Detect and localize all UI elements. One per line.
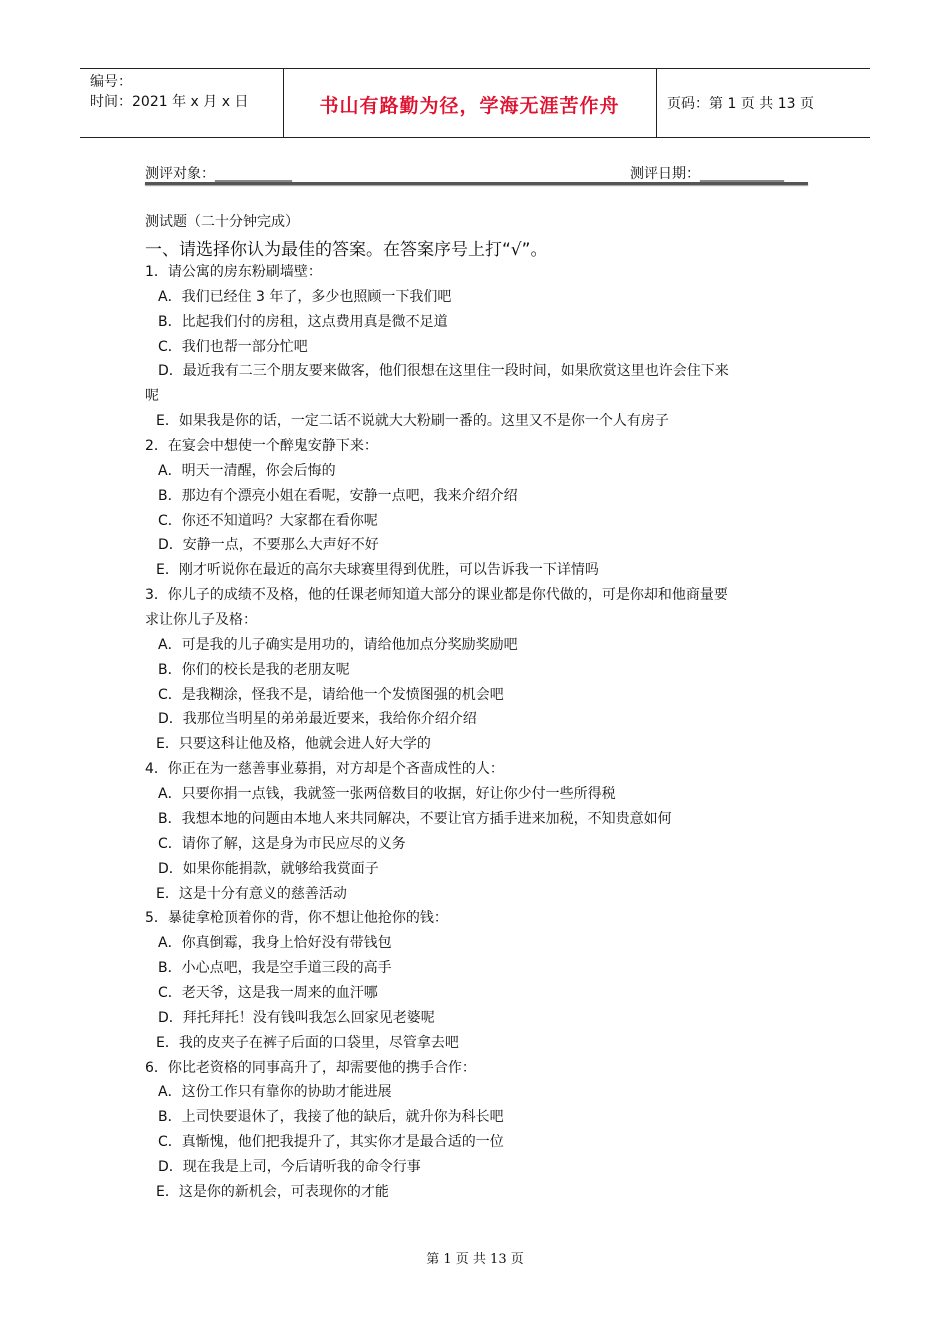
test-date-field: 测评日期：____________ [630,166,784,182]
answer-option: E．这是十分有意义的慈善活动 [156,886,347,902]
answer-option: A．只要你捐一点钱，我就签一张两倍数目的收据，好让你少付一些所得税 [158,786,616,802]
header-divider [145,182,808,185]
section-title: 一、请选择你认为最佳的答案。在答案序号上打“√”。 [145,240,548,260]
answer-option: E．这是你的新机会，可表现你的才能 [156,1184,389,1200]
answer-option: C．你还不知道吗？大家都在看你呢 [158,513,378,529]
answer-option: E．刚才听说你在最近的高尔夫球赛里得到优胜，可以告诉我一下详情吗 [156,562,599,578]
answer-option: B．比起我们付的房租，这点费用真是微不足道 [158,314,448,330]
question-text: 4．你正在为一慈善事业募捐，对方却是个吝啬成性的人： [145,761,504,777]
answer-option: D．如果你能捐款，就够给我赏面子 [158,861,379,877]
page-info: 页码：第 1 页 共 13 页 [667,96,814,112]
answer-option: E．我的皮夹子在裤子后面的口袋里，尽管拿去吧 [156,1035,459,1051]
header-motto-cell [283,69,657,137]
answer-option: D．安静一点，不要那么大声好不好 [158,537,379,553]
header-table [80,68,870,138]
question-text: 求让你儿子及格： [145,612,257,628]
subject-field: 测评对象：___________ [145,166,292,182]
answer-option: D．最近我有二三个朋友要来做客，他们很想在这里住一段时间，如果欣赏这里也许会住下来 [158,363,729,379]
question-text: 3．你儿子的成绩不及格，他的任课老师知道大部分的课业都是你代做的，可是你却和他商量要 [145,587,728,603]
question-text: 5．暴徒拿枪顶着你的背，你不想让他抢你的钱： [145,910,448,926]
header-left-cell [80,69,284,137]
header-page-cell [657,69,870,137]
answer-option: C．真惭愧，他们把我提升了，其实你才是最合适的一位 [158,1134,504,1150]
answer-option: C．我们也帮一部分忙吧 [158,339,308,355]
answer-option: A．明天一清醒，你会后悔的 [158,463,336,479]
question-text: 1．请公寓的房东粉刷墙壁： [145,264,322,280]
answer-option: B．小心点吧，我是空手道三段的高手 [158,960,392,976]
answer-option: C．老天爷，这是我一周来的血汗哪 [158,985,378,1001]
answer-option: A．你真倒霉，我身上恰好没有带钱包 [158,935,392,951]
test-subtitle: 测试题（二十分钟完成） [145,214,299,230]
answer-option: B．上司快要退休了，我接了他的缺后，就升你为科长吧 [158,1109,504,1125]
answer-option: E．只要这科让他及格，他就会进人好大学的 [156,736,431,752]
answer-option: D．拜托拜托！没有钱叫我怎么回家见老婆呢 [158,1010,435,1026]
answer-option: B．你们的校长是我的老朋友呢 [158,662,350,678]
page-footer: 第 1 页 共 13 页 [426,1252,524,1267]
answer-option: B．我想本地的问题由本地人来共同解决，不要让官方插手进来加税，不知贵意如何 [158,811,672,827]
motto-text: 书山有路勤为径，学海无涯苦作舟 [319,95,620,117]
document-number-label: 编号： [90,74,132,90]
answer-option: C．请你了解，这是身为市民应尽的义务 [158,836,406,852]
question-text: 6．你比老资格的同事高升了，却需要他的携手合作： [145,1060,476,1076]
answer-option: E．如果我是你的话，一定二话不说就大大粉刷一番的。这里又不是你一个人有房子 [156,413,669,429]
document-date-label: 时间：2021 年 x 月 x 日 [90,94,249,110]
answer-option: A．可是我的儿子确实是用功的，请给他加点分奖励奖励吧 [158,637,518,653]
question-text: 2．在宴会中想使一个醉鬼安静下来： [145,438,378,454]
answer-option: D．现在我是上司，今后请听我的命令行事 [158,1159,421,1175]
answer-option: D．我那位当明星的弟弟最近要来，我给你介绍介绍 [158,711,477,727]
question-text: 呢 [145,388,159,404]
answer-option: A．这份工作只有靠你的协助才能进展 [158,1084,392,1100]
answer-option: A．我们已经住 3 年了，多少也照顾一下我们吧 [158,289,452,305]
answer-option: B．那边有个漂亮小姐在看呢，安静一点吧，我来介绍介绍 [158,488,518,504]
answer-option: C．是我糊涂，怪我不是，请给他一个发愤图强的机会吧 [158,687,504,703]
